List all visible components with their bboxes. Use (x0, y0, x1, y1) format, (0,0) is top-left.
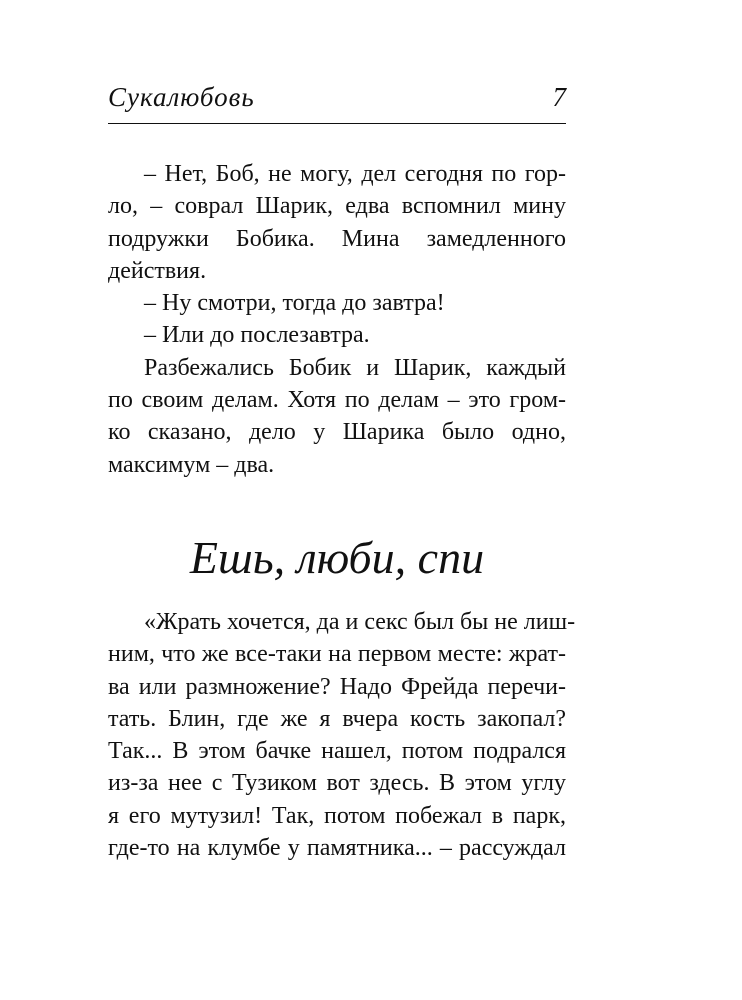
text-line: Разбежались Бобик и Шарик, каждый (144, 354, 566, 381)
text-line: тать. Блин, где же я вчера кость закопал? (108, 705, 566, 732)
text-line: действия. (108, 257, 207, 284)
text-block-2 (108, 606, 576, 864)
text-line: ло, – соврал Шарик, едва вспомнил мину (108, 193, 566, 220)
text-line: где-то на клумбе у памятника... – рассуждал (108, 835, 566, 862)
text-line: подружки Бобика. Мина замедленного (108, 225, 566, 252)
text-line: – Или до послезавтра. (144, 322, 370, 349)
text-line: ва или размножение? Надо Фрейда перечи- (108, 673, 566, 700)
text-line: «Жрать хочется, да и секс был бы не лиш- (144, 609, 576, 635)
chapter-title: Ешь, люби, спи (189, 532, 485, 583)
text-line: максимум – два. (108, 451, 275, 478)
running-header (108, 82, 566, 114)
text-line: я его мутузил! Так, потом побежал в парк, (108, 802, 566, 829)
header-rule (108, 123, 566, 124)
text-line: по своим делам. Хотя по делам – это гром- (108, 387, 566, 414)
text-line: Так... В этом бачке нашел, потом подрался (108, 738, 566, 765)
text-line: ко сказано, дело у Шарика было одно, (108, 419, 566, 446)
text-line: ним, что же все-таки на первом месте: жрат- (108, 641, 566, 668)
text-line: из-за нее с Тузиком вот здесь. В этом углу (108, 770, 566, 797)
text-line: – Ну смотри, тогда до завтра! (144, 290, 445, 317)
text-block-1 (108, 158, 566, 481)
running-title: Сукалюбовь (108, 82, 255, 112)
text-line: – Нет, Боб, не могу, дел сегодня по гор- (144, 161, 566, 187)
page-number: 7 (552, 82, 566, 112)
